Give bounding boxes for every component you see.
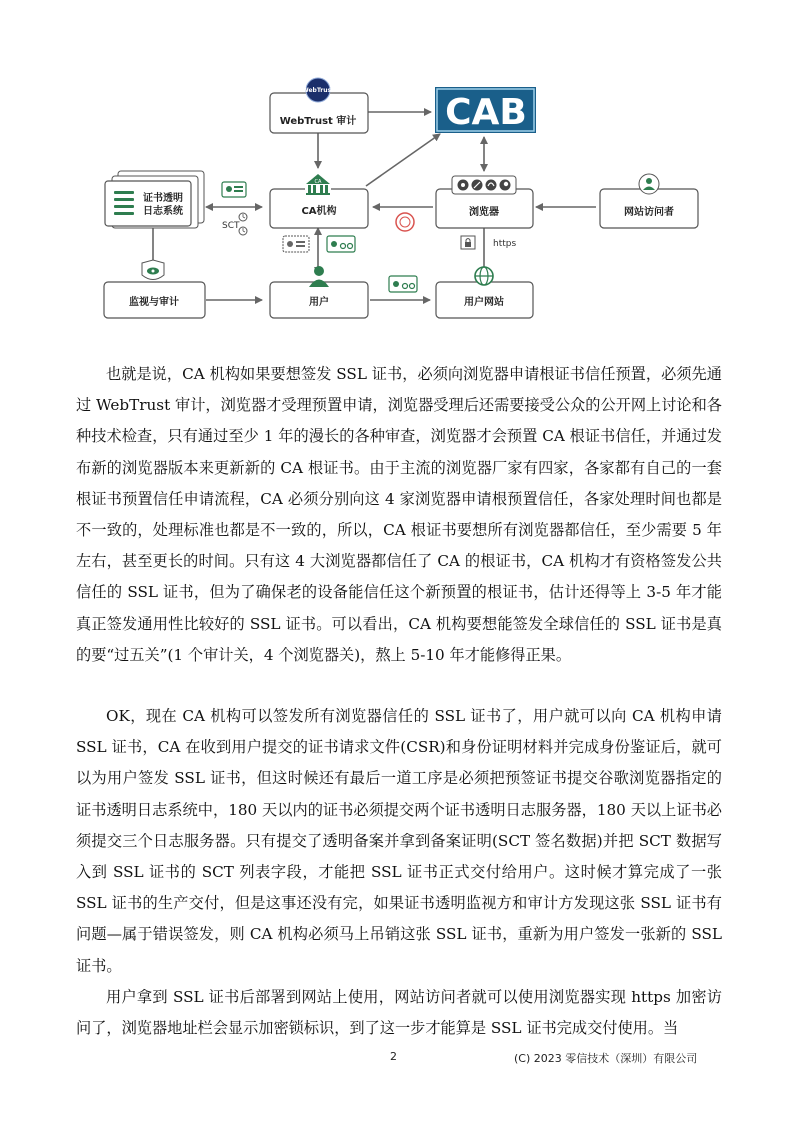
edge-icon <box>486 180 497 191</box>
ca-organization-node <box>270 172 368 228</box>
page-number: 2 <box>390 1050 397 1063</box>
issued-cert-icon <box>327 236 355 252</box>
paragraph-2: OK，现在 CA 机构可以签发所有浏览器信任的 SSL 证书了，用户就可以向 CA 机构申请 SSL 证书，CA 在收到用户提交的证书请求文件(CSR)和身份证明材料并完成身份鉴证后，就可以为用户签发 SSL 证书，但这时候还有最后一道工序是必须把预签证书提交谷歌浏览器指定的证书透明日志系统中，180 天以内的证书必须提交两个证书透明日志服务器，180 天以上证书必须提交三个日志服务器。只有提交了透明备案并拿到备案证明(SCT 签名数据)并把 SCT 数据写入到 SSL 证书的 SCT 列表字段，才能把 SSL 证书正式交付给用户。这时候才算完成了一张 SSL 证书的生产交付，但是这事还没有完，如果证书透明监视方和审计方发现这张 SSL 证书有问题—属于错误签发，则 CA 机构必须马上吊销这张 SSL 证书，重新为用户签发一张新的 SSL 证书。 <box>76 707 722 975</box>
browser-node <box>436 176 533 228</box>
paragraph-3: 用户拿到 SSL 证书后部署到网站上使用，网站访问者就可以使用浏览器实现 https 加密访问了，浏览器地址栏会显示加密锁标识，到了这一步才能算是 SSL 证书完成交付使用。当 <box>76 988 722 1038</box>
https-label: https <box>493 239 517 249</box>
webtrust-audit-label: WebTrust 审计 <box>279 116 357 127</box>
webtrust-logo-text: WebTrust <box>302 87 334 94</box>
sct-label: SCT <box>222 221 240 231</box>
user-node <box>270 266 368 318</box>
visitor-icon <box>639 174 659 194</box>
webtrust-audit-node <box>270 78 368 133</box>
globe-icon <box>475 267 493 285</box>
user-website-node <box>436 267 533 318</box>
deployed-cert-icon <box>389 276 417 292</box>
user-label: 用户 <box>309 297 329 308</box>
user-icon <box>309 266 329 287</box>
ct-log-label-line2: 日志系统 <box>143 206 183 217</box>
lock-icon <box>461 236 475 249</box>
browser-icons <box>452 176 516 194</box>
cab-forum-logo <box>435 87 536 133</box>
ct-log-label-line1: 证书透明 <box>143 193 183 204</box>
monitor-audit-node <box>104 260 205 318</box>
browser-label: 浏览器 <box>469 207 499 218</box>
ssl-ecosystem-diagram <box>0 0 794 340</box>
paragraph-1: 也就是说，CA 机构如果要想签发 SSL 证书，必须向浏览器申请根证书信任预置，必须先通过 WebTrust 审计，浏览器才受理预置申请，浏览器受理后还需要接受公众的公开网上讨论和各种技术检查，只有通过至少 1 年的漫长的各种审查，浏览器才会预置 CA 根证书信任，并通过发布新的浏览器版本来更新新的 CA 根证书。由于主流的浏览器厂家有四家，各家都有自己的一套根证书预置信任申请流程，CA 必须分别向这 4 家浏览器申请根预置信任，各家处理时间也都是不一致的，处理标准也都是不一致的，所以，CA 根证书要想所有浏览器都信任，至少需要 5 年左右，甚至更长的时间。只有这 4 大浏览器都信任了 CA 的根证书，CA 机构才有资格签发公共信任的 SSL 证书，但为了确保老的设备能信任这个新预置的根证书，估计还得等上 3-5 年才能真正签发通用性比较好的 SSL 证书。可以看出，CA 机构要想能签发全球信任的 SSL 证书是真的要“过五关”(1 个审计关，4 个浏览器关)，熬上 5-10 年才能修得正果。 <box>76 365 722 664</box>
ca-roof-text: CA <box>314 179 322 185</box>
eye-shield-icon <box>142 260 164 280</box>
ct-log-system-node <box>105 171 204 228</box>
cab-logo-text: CAB <box>445 92 527 133</box>
precert-icon <box>283 236 309 252</box>
footer-copyright: (C) 2023 零信技术（深圳）有限公司 <box>514 1052 698 1065</box>
bank-building-icon <box>305 172 331 195</box>
certificate-icon <box>222 182 246 197</box>
monitor-audit-label: 监视与审计 <box>129 297 179 308</box>
seal-icon <box>396 213 414 231</box>
ca-organization-label: CA机构 <box>301 206 337 217</box>
website-visitor-node <box>600 174 698 228</box>
sct-indicator <box>222 213 247 235</box>
user-website-label: 用户网站 <box>464 297 504 308</box>
website-visitor-label: 网站访问者 <box>624 207 674 218</box>
